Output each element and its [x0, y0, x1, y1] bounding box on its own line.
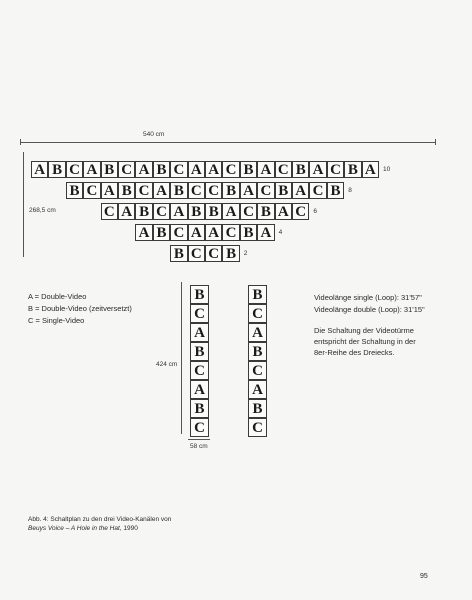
tower-cell: B — [248, 342, 267, 361]
row-count-label: 4 — [278, 229, 283, 236]
triangle-cell: C — [240, 203, 257, 220]
legend-c: C = Single-Video — [28, 316, 85, 325]
caption-line-2 — [28, 525, 138, 533]
row-count-label: 10 — [383, 166, 391, 173]
tower-cell: A — [248, 323, 267, 342]
info-note-2: entspricht der Schaltung in der — [314, 337, 416, 346]
triangle-cell: A — [275, 203, 292, 220]
tower-cell: B — [190, 285, 209, 304]
triangle-cell: C — [118, 161, 135, 178]
tower-cell: B — [190, 399, 209, 418]
triangle-cell: B — [48, 161, 65, 178]
triangle-cell: C — [292, 203, 309, 220]
tower-cell: C — [248, 304, 267, 323]
triangle-cell: B — [292, 161, 309, 178]
triangle-cell: C — [309, 182, 326, 199]
triangle-cell: C — [327, 161, 344, 178]
width-dimension-line — [20, 142, 435, 143]
triangle-cell: C — [275, 161, 292, 178]
caption-work-title: Beuys Voice – A Hole in the Hat — [28, 525, 120, 532]
triangle-cell: B — [153, 224, 170, 241]
tower-cell: C — [190, 418, 209, 437]
triangle-cell: C — [188, 245, 205, 262]
triangle-cell: B — [66, 182, 83, 199]
triangle-cell: A — [222, 203, 239, 220]
tower-cell: B — [190, 342, 209, 361]
tower-height-label: 424 cm — [156, 361, 178, 368]
triangle-cell: C — [83, 182, 100, 199]
row-count-label: 6 — [313, 208, 318, 215]
legend-b: B = Double-Video (zeitversetzt) — [28, 304, 132, 313]
tower-cell: A — [190, 380, 209, 399]
triangle-cell: B — [257, 203, 274, 220]
triangle-cell: A — [153, 182, 170, 199]
triangle-cell: B — [222, 245, 239, 262]
info-single: Videolänge single (Loop): 31'57" — [314, 293, 422, 302]
tower-cell: C — [190, 361, 209, 380]
triangle-cell: A — [83, 161, 100, 178]
row-count-label: 2 — [243, 250, 248, 257]
triangle-cell: A — [135, 161, 152, 178]
caption-line-1: Abb. 4: Schaltplan zu den drei Video-Kanälen von — [28, 516, 172, 523]
triangle-cell: C — [153, 203, 170, 220]
triangle-cell: A — [257, 161, 274, 178]
triangle-cell: B — [222, 182, 239, 199]
triangle-cell: B — [205, 203, 222, 220]
triangle-cell: A — [31, 161, 48, 178]
triangle-cell: A — [135, 224, 152, 241]
triangle-cell: B — [170, 182, 187, 199]
triangle-cell: B — [118, 182, 135, 199]
triangle-cell: A — [188, 224, 205, 241]
tower-cell: B — [248, 285, 267, 304]
legend-a: A = Double-Video — [28, 292, 87, 301]
tower-cell: C — [248, 361, 267, 380]
triangle-cell: B — [344, 161, 361, 178]
tower-cell: C — [190, 304, 209, 323]
triangle-cell: C — [170, 224, 187, 241]
tower-cell: A — [190, 323, 209, 342]
triangle-cell: C — [222, 161, 239, 178]
triangle-cell: C — [222, 224, 239, 241]
triangle-cell: B — [170, 245, 187, 262]
triangle-cell: C — [205, 182, 222, 199]
triangle-cell: A — [205, 224, 222, 241]
triangle-cell: C — [205, 245, 222, 262]
caption-year: , 1990 — [119, 525, 138, 532]
triangle-cell: B — [153, 161, 170, 178]
triangle-cell: A — [362, 161, 379, 178]
row-count-label: 8 — [348, 187, 352, 194]
triangle-cell: B — [135, 203, 152, 220]
info-double: Videolänge double (Loop): 31'15" — [314, 305, 425, 314]
triangle-cell: B — [240, 161, 257, 178]
triangle-cell: C — [101, 203, 118, 220]
triangle-cell: A — [188, 161, 205, 178]
triangle-cell: A — [118, 203, 135, 220]
triangle-cell: B — [327, 182, 344, 199]
tower-cell: C — [248, 418, 267, 437]
height-dimension-line — [23, 152, 24, 257]
tower-cell: B — [248, 399, 267, 418]
height-label: 268,5 cm — [29, 207, 56, 214]
triangle-cell: A — [170, 203, 187, 220]
triangle-cell: B — [188, 203, 205, 220]
width-label: 540 cm — [143, 131, 165, 138]
tower-cell: A — [248, 380, 267, 399]
triangle-cell: B — [275, 182, 292, 199]
triangle-cell: A — [309, 161, 326, 178]
tower-height-line — [181, 282, 182, 434]
triangle-cell: C — [66, 161, 83, 178]
width-dimension-tick-left — [20, 139, 21, 145]
page-number: 95 — [420, 573, 428, 580]
width-dimension-tick-right — [435, 139, 436, 145]
triangle-cell: B — [240, 224, 257, 241]
triangle-cell: A — [240, 182, 257, 199]
tower-width-line — [188, 439, 210, 440]
info-note-1: Die Schaltung der Videotürme — [314, 326, 414, 335]
triangle-cell: C — [257, 182, 274, 199]
triangle-cell: C — [135, 182, 152, 199]
triangle-cell: B — [101, 161, 118, 178]
triangle-cell: C — [188, 182, 205, 199]
triangle-cell: A — [257, 224, 274, 241]
info-note-3: 8er-Reihe des Dreiecks. — [314, 348, 395, 357]
triangle-cell: C — [170, 161, 187, 178]
triangle-cell: A — [101, 182, 118, 199]
triangle-cell: A — [292, 182, 309, 199]
tower-width-label: 58 cm — [190, 443, 208, 450]
triangle-cell: A — [205, 161, 222, 178]
